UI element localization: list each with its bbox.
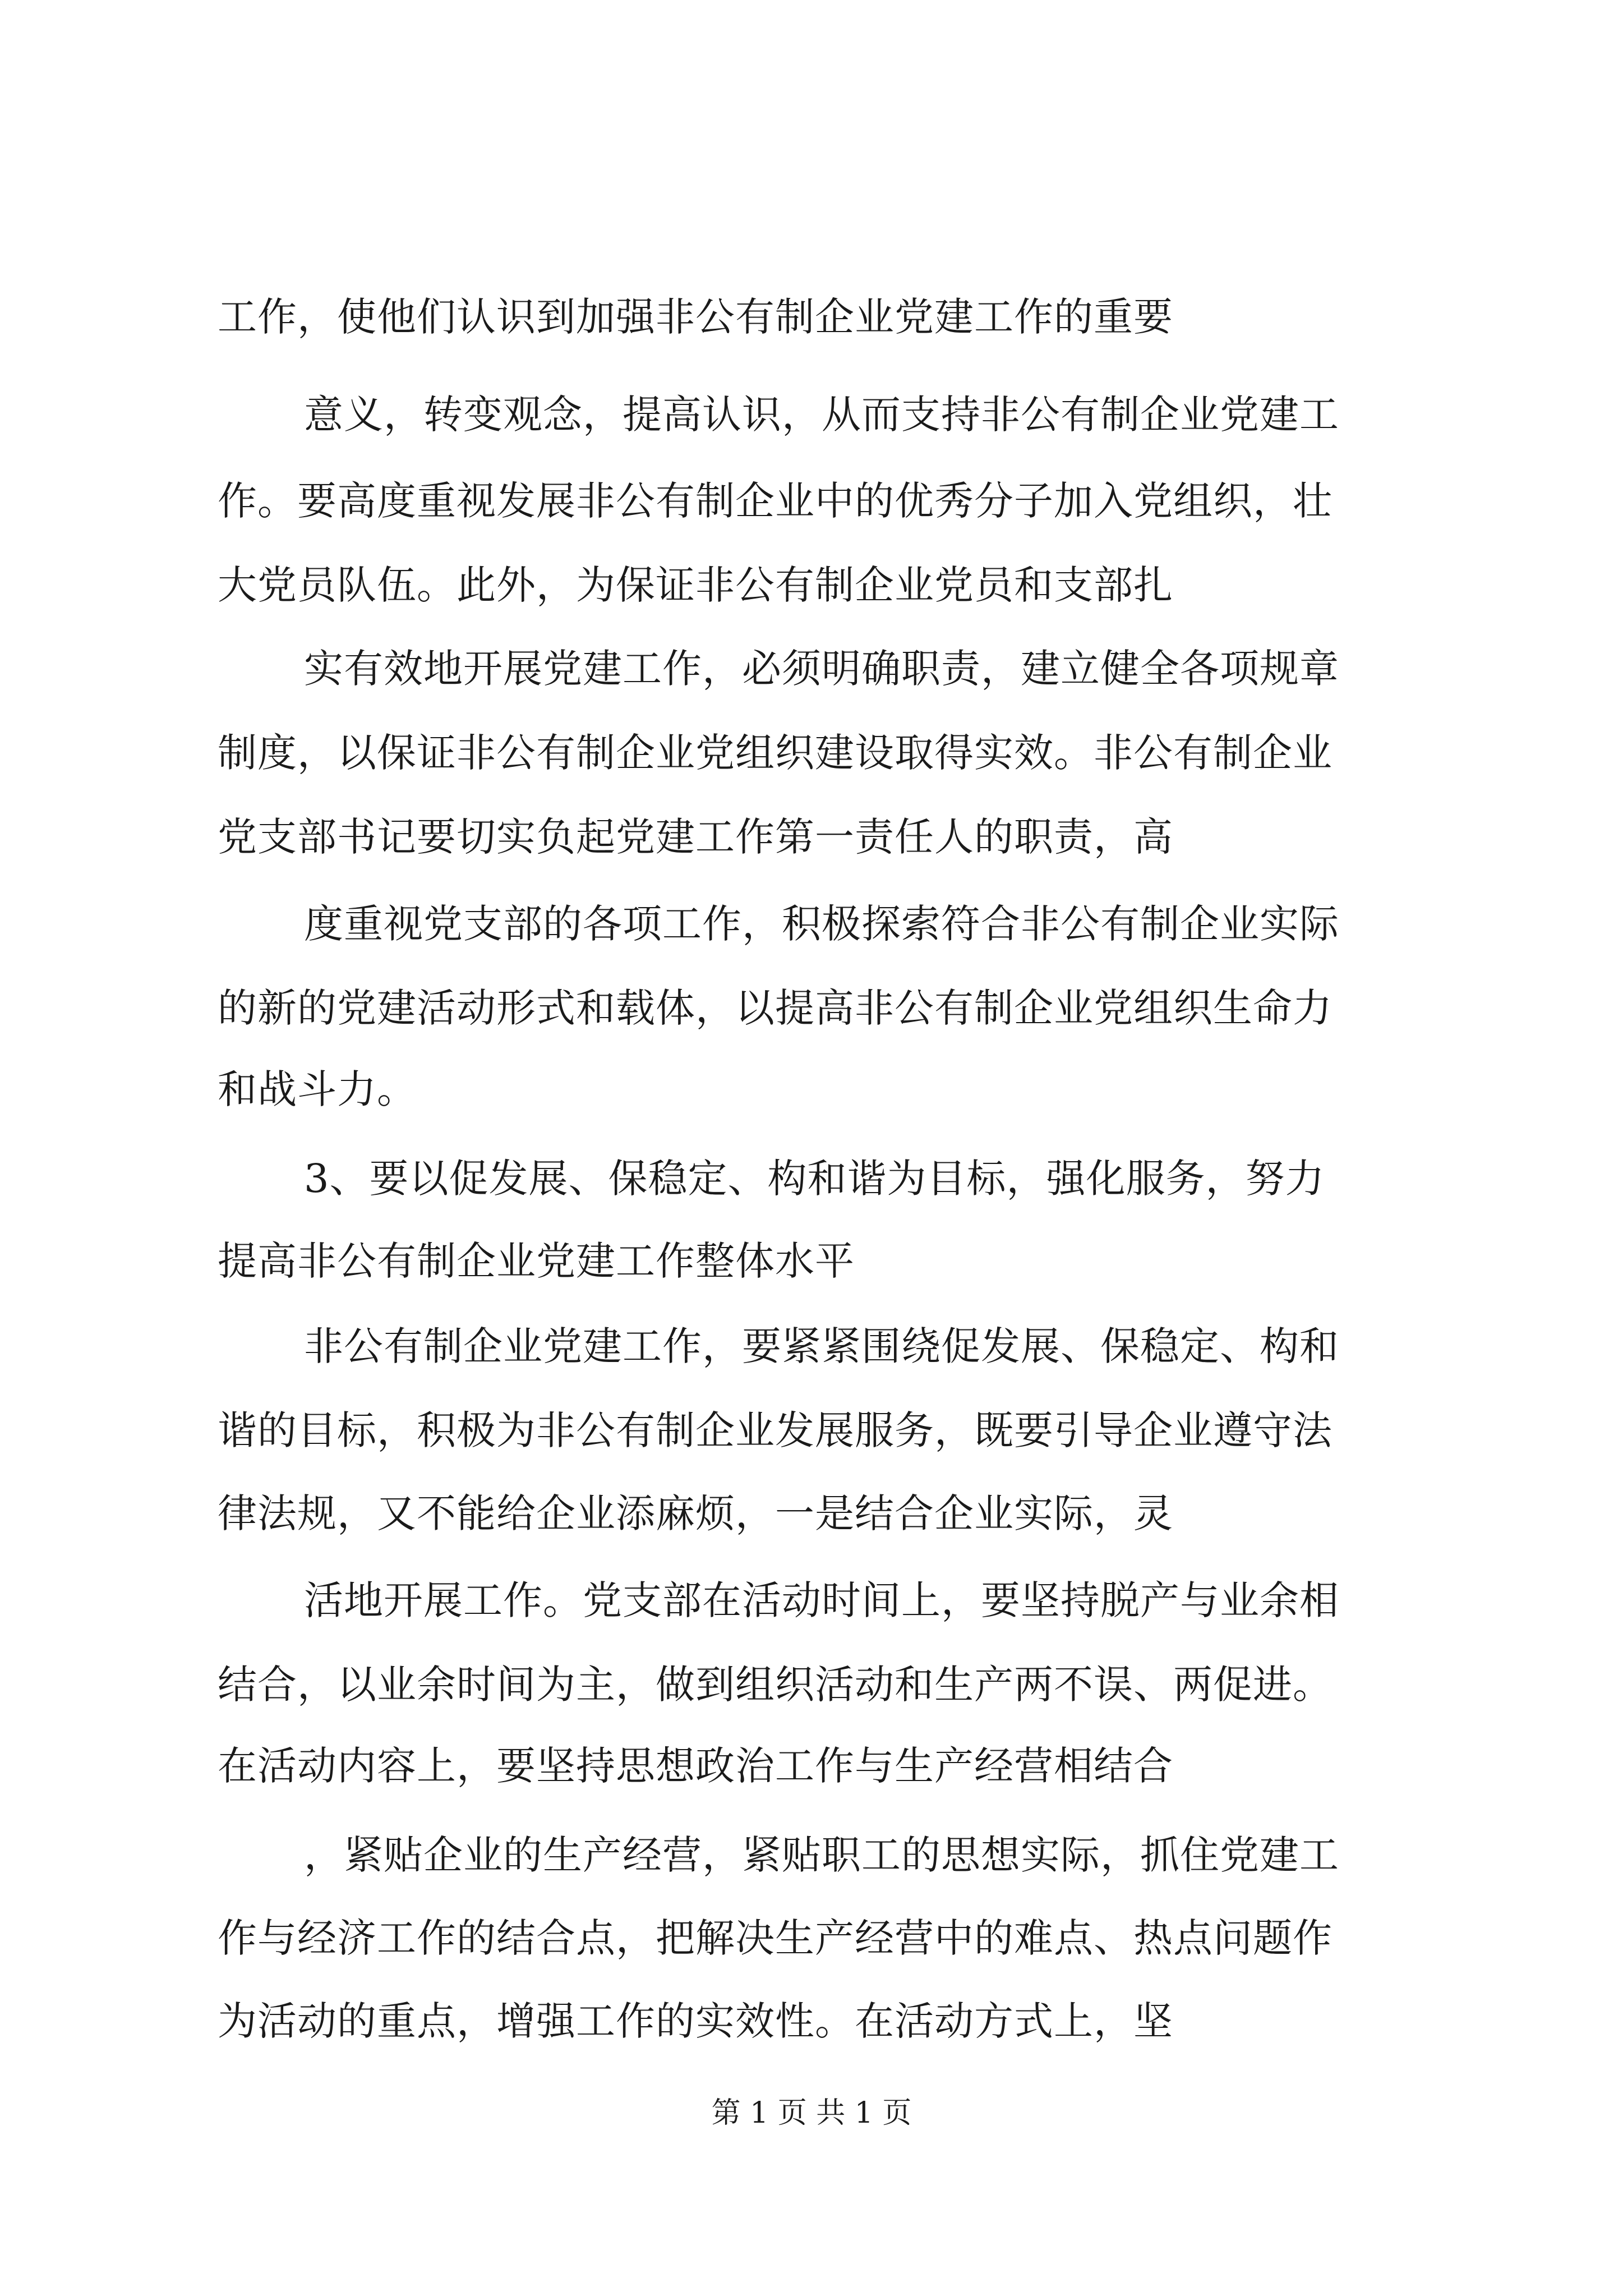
text-line-17: 结合，以业余时间为主，做到组织活动和生产两不误、两促进。 [218, 1662, 1332, 1708]
text-line-5: 实有效地开展党建工作，必须明确职责，建立健全各项规章 [304, 646, 1339, 692]
text-line-14: 谐的目标，积极为非公有制企业发展服务，既要引导企业遵守法 [218, 1407, 1332, 1453]
text-line-16: 活地开展工作。党支部在活动时间上，要坚持脱产与业余相 [304, 1577, 1339, 1623]
text-line-2: 意义，转变观念，提高认识，从而支持非公有制企业党建工 [304, 392, 1339, 438]
text-line-20: 作与经济工作的结合点，把解决生产经营中的难点、热点问题作 [218, 1915, 1332, 1961]
text-line-4: 大党员队伍。此外，为保证非公有制企业党员和支部扎 [218, 562, 1173, 608]
text-line-1: 工作，使他们认识到加强非公有制企业党建工作的重要 [218, 294, 1173, 340]
text-line-3: 作。要高度重视发展非公有制企业中的优秀分子加入党组织，壮 [218, 478, 1332, 524]
text-line-10: 和战斗力。 [218, 1066, 417, 1112]
text-line-15: 律法规，又不能给企业添麻烦，一是结合企业实际，灵 [218, 1490, 1173, 1536]
text-line-19: ，紧贴企业的生产经营，紧贴职工的思想实际，抓住党建工 [304, 1832, 1339, 1878]
page-footer: 第 1 页 共 1 页 [711, 2096, 912, 2130]
text-line-7: 党支部书记要切实负起党建工作第一责任人的职责，高 [218, 814, 1173, 860]
text-line-12: 提高非公有制企业党建工作整体水平 [218, 1238, 855, 1284]
text-line-8: 度重视党支部的各项工作，积极探索符合非公有制企业实际 [304, 901, 1339, 947]
text-line-18: 在活动内容上，要坚持思想政治工作与生产经营相结合 [218, 1743, 1173, 1789]
text-line-9: 的新的党建活动形式和载体，以提高非公有制企业党组织生命力 [218, 985, 1332, 1031]
text-line-13: 非公有制企业党建工作，要紧紧围绕促发展、保稳定、构和 [304, 1323, 1339, 1369]
text-line-11: 3、要以促发展、保稳定、构和谐为目标，强化服务，努力 [304, 1156, 1325, 1202]
text-line-6: 制度，以保证非公有制企业党组织建设取得实效。非公有制企业 [218, 730, 1332, 776]
text-line-21: 为活动的重点，增强工作的实效性。在活动方式上，坚 [218, 1998, 1173, 2044]
